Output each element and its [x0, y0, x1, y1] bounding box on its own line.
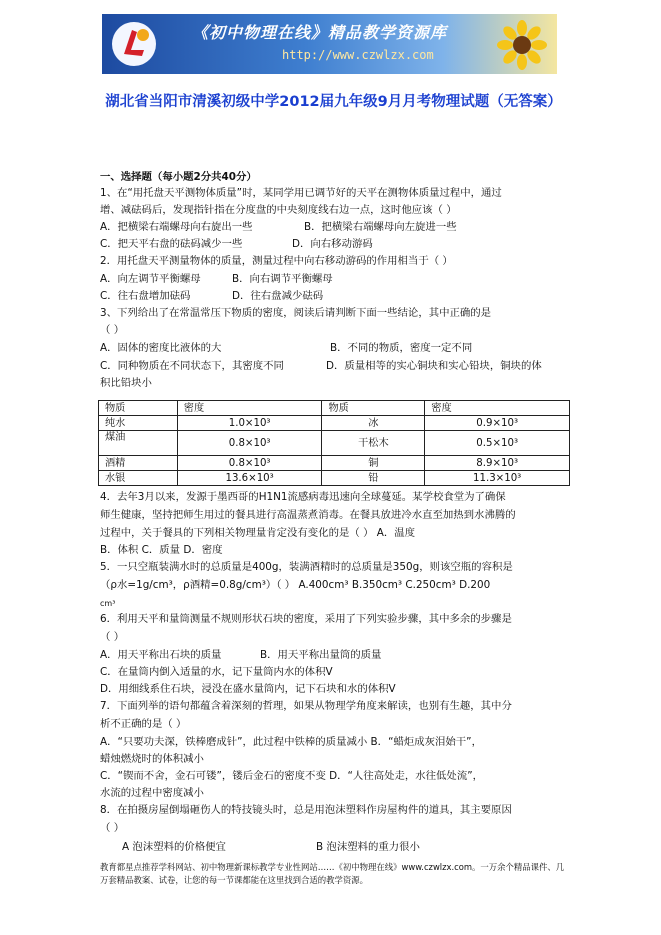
table-header-row [99, 401, 570, 416]
footer-note: 教育都星点推荐学科网站、初中物理新课标教学专业性网站……《初中物理在线》www.czwlzx.com。一万余个精品课件、几万套精品教案、试卷，让您的每一节课都能在这里找到合适的教学资源。 [100, 862, 565, 885]
q3-option-b: B．不同的物质，密度一定不同 [330, 342, 473, 354]
q3-option-d-line2: 积比铅块小 [100, 377, 152, 389]
q2-option-b: B．向右调节平衡螺母 [232, 273, 333, 285]
q1-stem-line1: 1、在“用托盘天平测物体质量”时，某同学用已调节好的天平在测物体质量过程中，通过 [100, 187, 502, 199]
q1-stem-line2: 增、减砝码后，发现指针指在分度盘的中央刻度线右边一点，这时他应该（ ） [100, 204, 457, 216]
q3-option-a: A．固体的密度比液体的大 [100, 342, 222, 354]
density-cell: 8.9×10³ [425, 456, 570, 471]
q4-line3: 过程中，关于餐具的下列相关物理量肯定没有变化的是（ ） A．温度 [100, 527, 416, 539]
sunflower-icon [497, 20, 547, 70]
density-cell: 0.8×10³ [177, 431, 322, 456]
substance-cell: 铅 [322, 471, 425, 486]
q6-option-a: A．用天平称出石块的质量 [100, 649, 222, 661]
header-banner [102, 14, 557, 74]
q7-line4: 蜡烛燃烧时的体积减小 [100, 753, 204, 765]
substance-cell: 铜 [322, 456, 425, 471]
q6-line1: 6．利用天平和量筒测量不规则形状石块的密度，采用了下列实验步骤，其中多余的步骤是 [100, 613, 512, 625]
density-cell: 0.5×10³ [425, 431, 570, 456]
table-row [99, 431, 570, 456]
q1-option-b: B．把横梁右端螺母向左旋进一些 [304, 221, 457, 233]
table-header: 密度 [177, 401, 322, 416]
density-cell: 11.3×10³ [425, 471, 570, 486]
q8-option-b: B 泡沫塑料的重力很小 [316, 841, 420, 853]
q1-option-c: C．把天平右盘的砝码减少一些 [100, 238, 243, 250]
substance-cell: 酒精 [99, 456, 178, 471]
q4-line1: 4．去年3月以来，发源于墨西哥的H1N1流感病毒迅速向全球蔓延。某学校食堂为了确保 [100, 491, 506, 503]
document-title: 湖北省当阳市清溪初级中学2012届九年级9月月考物理试题（无答案） [105, 94, 562, 110]
q8-option-a: A 泡沫塑料的价格便宜 [122, 841, 226, 853]
q7-line6: 水流的过程中密度减小 [100, 787, 204, 799]
q6-line2: （ ） [100, 631, 125, 643]
q2-option-a: A．向左调节平衡螺母 [100, 273, 201, 285]
q3-option-d-line1: D．质量相等的实心铜块和实心铅块，铜块的体 [326, 360, 542, 372]
table-row [99, 456, 570, 471]
density-cell: 0.8×10³ [177, 456, 322, 471]
q3-option-c: C．同种物质在不同状态下，其密度不同 [100, 360, 284, 372]
table-header: 物质 [99, 401, 178, 416]
logo-icon [110, 20, 158, 68]
q6-option-b: B．用天平称出量筒的质量 [260, 649, 382, 661]
q6-option-c: C．在量筒内倒入适量的水，记下量筒内水的体积V [100, 666, 333, 678]
substance-cell: 煤油 [99, 431, 178, 456]
table-row [99, 416, 570, 431]
q2-option-d: D．往右盘减少砝码 [232, 290, 324, 302]
density-cell: 1.0×10³ [177, 416, 322, 431]
q7-line5: C．“锲而不舍，金石可镂”，镂后金石的密度不变 D．“人往高处走，水往低处流”， [100, 770, 483, 782]
substance-cell: 干松木 [322, 431, 425, 456]
q5-line3: cm³ [100, 599, 116, 608]
q2-stem: 2．用托盘天平测量物体的质量，测量过程中向右移动游码的作用相当于（ ） [100, 255, 453, 267]
table-header: 密度 [425, 401, 570, 416]
q8-line1: 8．在拍摄房屋倒塌砸伤人的特技镜头时，总是用泡沫塑料作房屋构件的道具，其主要原因 [100, 804, 512, 816]
density-cell: 13.6×10³ [177, 471, 322, 486]
q2-option-c: C．往右盘增加砝码 [100, 290, 191, 302]
q3-stem-line1: 3、下列给出了在常温常压下物质的密度，阅读后请判断下面一些结论，其中正确的是 [100, 307, 492, 319]
q7-line1: 7．下面列举的语句都蕴含着深刻的哲理，如果从物理学角度来解读，也别有生趣，其中分 [100, 700, 512, 712]
section-heading: 一、选择题（每小题2分共40分） [100, 171, 257, 183]
q1-option-a: A．把横梁右端螺母向右旋出一些 [100, 221, 253, 233]
q4-line2: 师生健康，坚持把师生用过的餐具进行高温蒸煮消毒。在餐具放进冷水直至加热到水沸腾的 [100, 509, 516, 521]
substance-cell: 纯水 [99, 416, 178, 431]
q5-line1: 5．一只空瓶装满水时的总质量是400g，装满酒精时的总质量是350g，则该空瓶的容积是 [100, 561, 513, 573]
q7-line2: 析不正确的是（ ） [100, 718, 187, 730]
banner-url[interactable]: http://www.czwlzx.com [282, 48, 434, 62]
table-row [99, 471, 570, 486]
q6-option-d: D．用细线系住石块，浸没在盛水量筒内，记下石块和水的体积V [100, 683, 396, 695]
table-header: 物质 [322, 401, 425, 416]
substance-cell: 冰 [322, 416, 425, 431]
q7-line3: A．“只要功夫深，铁棒磨成针”，此过程中铁棒的质量减小 B．“蜡炬成灰泪始干”， [100, 736, 482, 748]
substance-cell: 水银 [99, 471, 178, 486]
banner-title: 《初中物理在线》精品教学资源库 [192, 23, 448, 42]
q1-option-d: D．向右移动游码 [292, 238, 373, 250]
q3-stem-line2: （ ） [100, 324, 125, 336]
q5-line2: （ρ水=1g/cm³，ρ酒精=0.8g/cm³）（ ） A.400cm³ B.350cm³ C.250cm³ D.200 [100, 579, 491, 591]
q8-line2: （ ） [100, 822, 125, 834]
density-cell: 0.9×10³ [425, 416, 570, 431]
density-table [98, 400, 570, 486]
q4-line4: B．体积 C．质量 D．密度 [100, 544, 223, 556]
